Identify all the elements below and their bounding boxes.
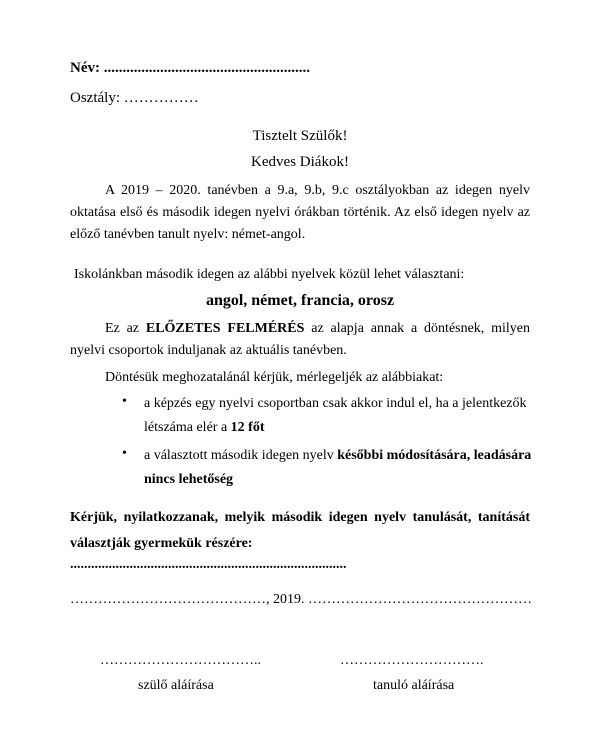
class-dots: …………… [123, 90, 199, 106]
bullet-1-text: a képzés egy nyelvi csoportban csak akkor indul el, ha a jelentkezők létszáma elér a [144, 396, 527, 435]
survey-suffix: az alapja annak a döntésnek, milyen nyelvi csoportok induljanak az aktuális tanévben. [70, 321, 531, 358]
bullet-dot-2: • [122, 446, 127, 461]
place-dots: …………………………………… [70, 592, 266, 607]
bullet-1-bold: 12 főt [230, 420, 265, 435]
greeting-line-2: Kedves Diákok! [251, 154, 349, 170]
name-dots: ....................................................... [103, 60, 310, 76]
request-text: Kérjük, nyilatkozzanak, melyik második idegen nyelv tanulását, tanítását választják gyermekük részére: [70, 510, 530, 551]
year-text: , 2019. [266, 592, 305, 607]
survey-prefix: Ez az [105, 321, 146, 336]
parent-signature-dots: …………………………….. [100, 653, 261, 668]
choose-line: Iskolánkban második idegen az alábbi nyelvek közül lehet választani: [74, 267, 465, 282]
survey-bold: ELŐZETES FELMÉRÉS [145, 321, 305, 336]
intro-paragraph: A 2019 – 2020. tanévben a 9.a, 9.b, 9.c osztályokban az idegen nyelv oktatása első és második idegen nyelvi órákban történik. Az első idegen nyelv az előző tanévben tanult nyelv: német-angol. [70, 183, 530, 242]
greeting-line-1: Tisztelt Szülők! [252, 128, 348, 144]
bullet-dot-1: • [122, 394, 127, 409]
student-signature-dots: …………………………. [340, 653, 484, 668]
student-signature-label: tanuló aláírása [373, 678, 455, 693]
languages-list: angol, német, francia, orosz [205, 292, 395, 309]
survey-paragraph [70, 318, 530, 362]
bullet-2-bold: későbbi módosítására, leadására nincs lehetőség [144, 448, 532, 487]
date-dots: ………………………………………… [308, 592, 532, 607]
parent-signature-label: szülő aláírása [138, 678, 214, 693]
answer-dots: ............................................................................... [70, 557, 347, 572]
date-line [70, 592, 532, 608]
bullet-item-1 [144, 392, 534, 440]
name-label: Név: [70, 60, 100, 76]
bullet-2-text: a választott második idegen nyelv [144, 448, 338, 463]
consider-line: Döntésük meghozatalánál kérjük, mérlegeljék az alábbiakat: [105, 370, 444, 385]
class-field [70, 90, 199, 107]
name-field [70, 60, 310, 77]
class-label: Osztály: [70, 90, 120, 106]
bullet-item-2 [144, 444, 534, 492]
